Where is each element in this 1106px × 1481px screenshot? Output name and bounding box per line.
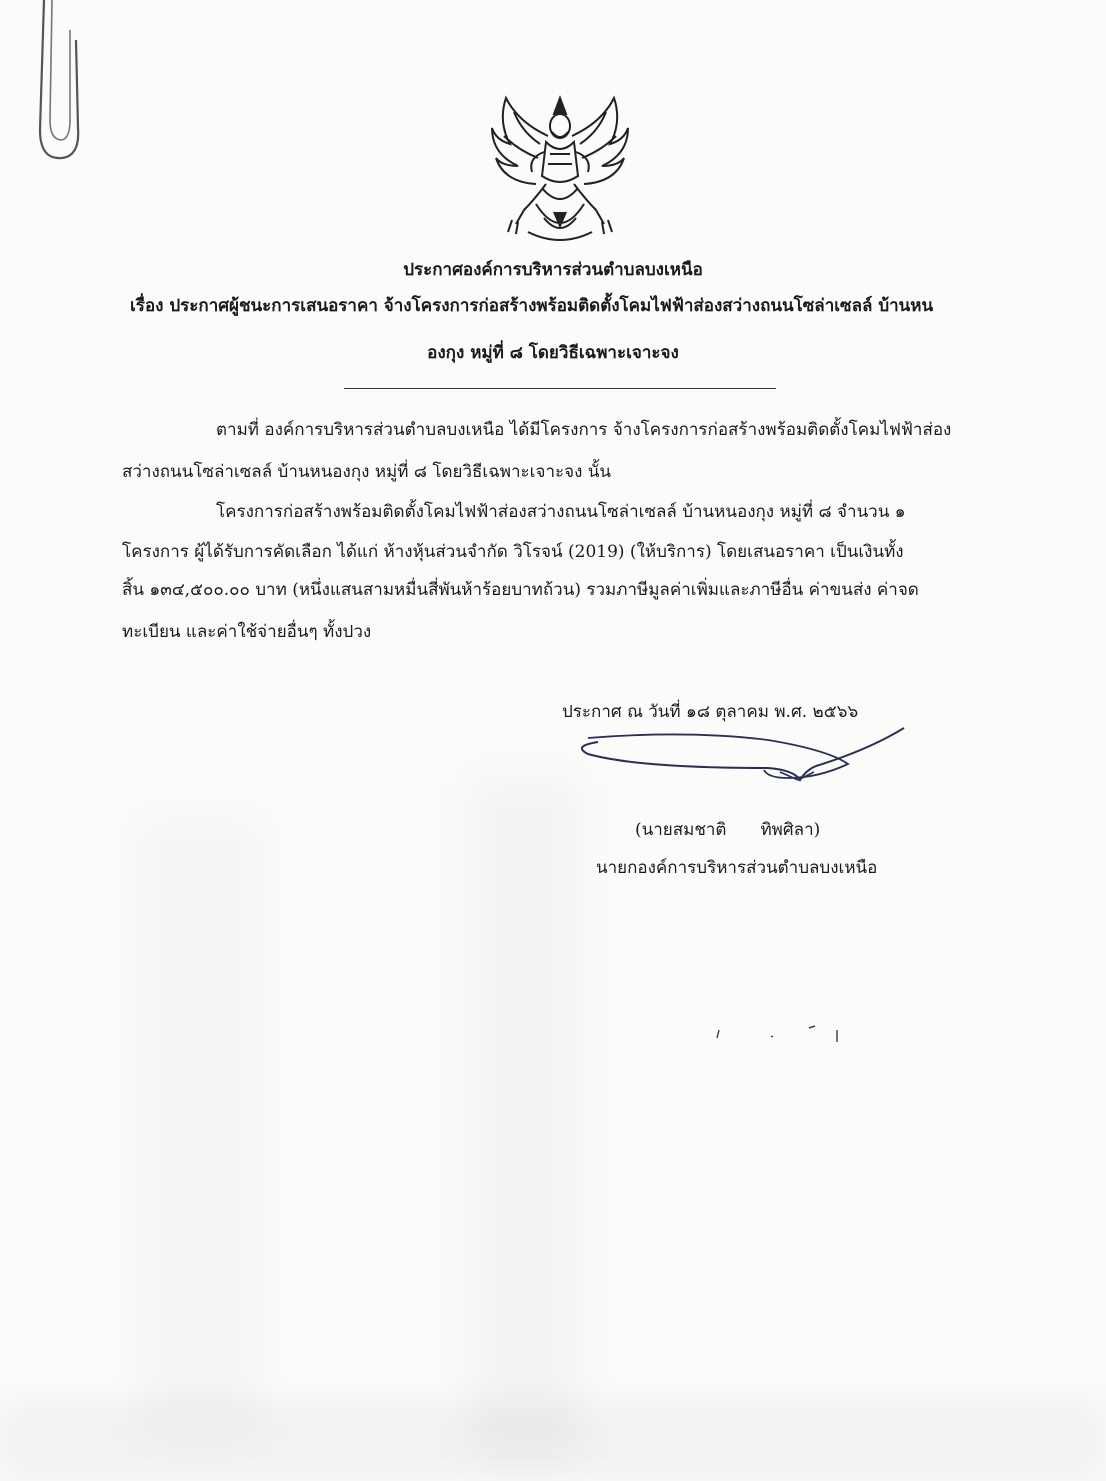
announcement-date: ประกาศ ณ วันที่ ๑๘ ตุลาคม พ.ศ. ๒๕๖๖	[562, 702, 859, 722]
signer-first-name: (นายสมชาติ	[635, 820, 727, 840]
signer-name	[635, 818, 820, 842]
scan-shading	[0, 1400, 1106, 1481]
scan-marks	[715, 1020, 845, 1046]
paragraph-1-line-2: สว่างถนนโซล่าเซลล์ บ้านหนองกุง หมู่ที่ ๘ โดยวิธีเฉพาะเจาะจง นั้น	[122, 462, 612, 482]
scan-shading	[470, 780, 580, 1460]
paragraph-1-line-1: ตามที่ องค์การบริหารส่วนตำบลบงเหนือ ได้มีโครงการ จ้างโครงการก่อสร้างพร้อมติดตั้งโคมไฟฟ้าส่อง	[216, 420, 952, 440]
divider	[344, 388, 776, 389]
paragraph-2-line-4: ทะเบียน และค่าใช้จ่ายอื่นๆ ทั้งปวง	[122, 622, 372, 642]
subject-line-2: องกุง หมู่ที่ ๘ โดยวิธีเฉพาะเจาะจง	[427, 343, 679, 363]
issuer-title: ประกาศองค์การบริหารส่วนตำบลบงเหนือ	[403, 260, 703, 280]
signer-last-name: ทิพศิลา)	[760, 820, 821, 840]
handwritten-signature	[568, 720, 908, 790]
garuda-emblem-icon	[488, 92, 632, 252]
paperclip-icon	[26, 0, 86, 170]
scan-shading	[140, 820, 260, 1440]
paragraph-2-line-2: โครงการ ผู้ได้รับการคัดเลือก ได้แก่ ห้างหุ้นส่วนจำกัด วิโรจน์ (2019) (ให้บริการ) โดยเสนอราคา เป็นเงินทั้ง	[122, 542, 904, 562]
subject-line-1: เรื่อง ประกาศผู้ชนะการเสนอราคา จ้างโครงการก่อสร้างพร้อมติดตั้งโคมไฟฟ้าส่องสว่างถนนโซล่าเซลล์ บ้านหน	[130, 296, 934, 316]
paragraph-2-line-3: สิ้น ๑๓๔,๕๐๐.๐๐ บาท (หนึ่งแสนสามหมื่นสี่พันห้าร้อยบาทถ้วน) รวมภาษีมูลค่าเพิ่มและภาษีอื่น ค่าขนส่ง ค่าจด	[122, 580, 919, 600]
signer-position: นายกองค์การบริหารส่วนตำบลบงเหนือ	[596, 858, 878, 878]
paragraph-2-line-1: โครงการก่อสร้างพร้อมติดตั้งโคมไฟฟ้าส่องสว่างถนนโซล่าเซลล์ บ้านหนองกุง หมู่ที่ ๘ จำนวน ๑	[216, 502, 906, 522]
